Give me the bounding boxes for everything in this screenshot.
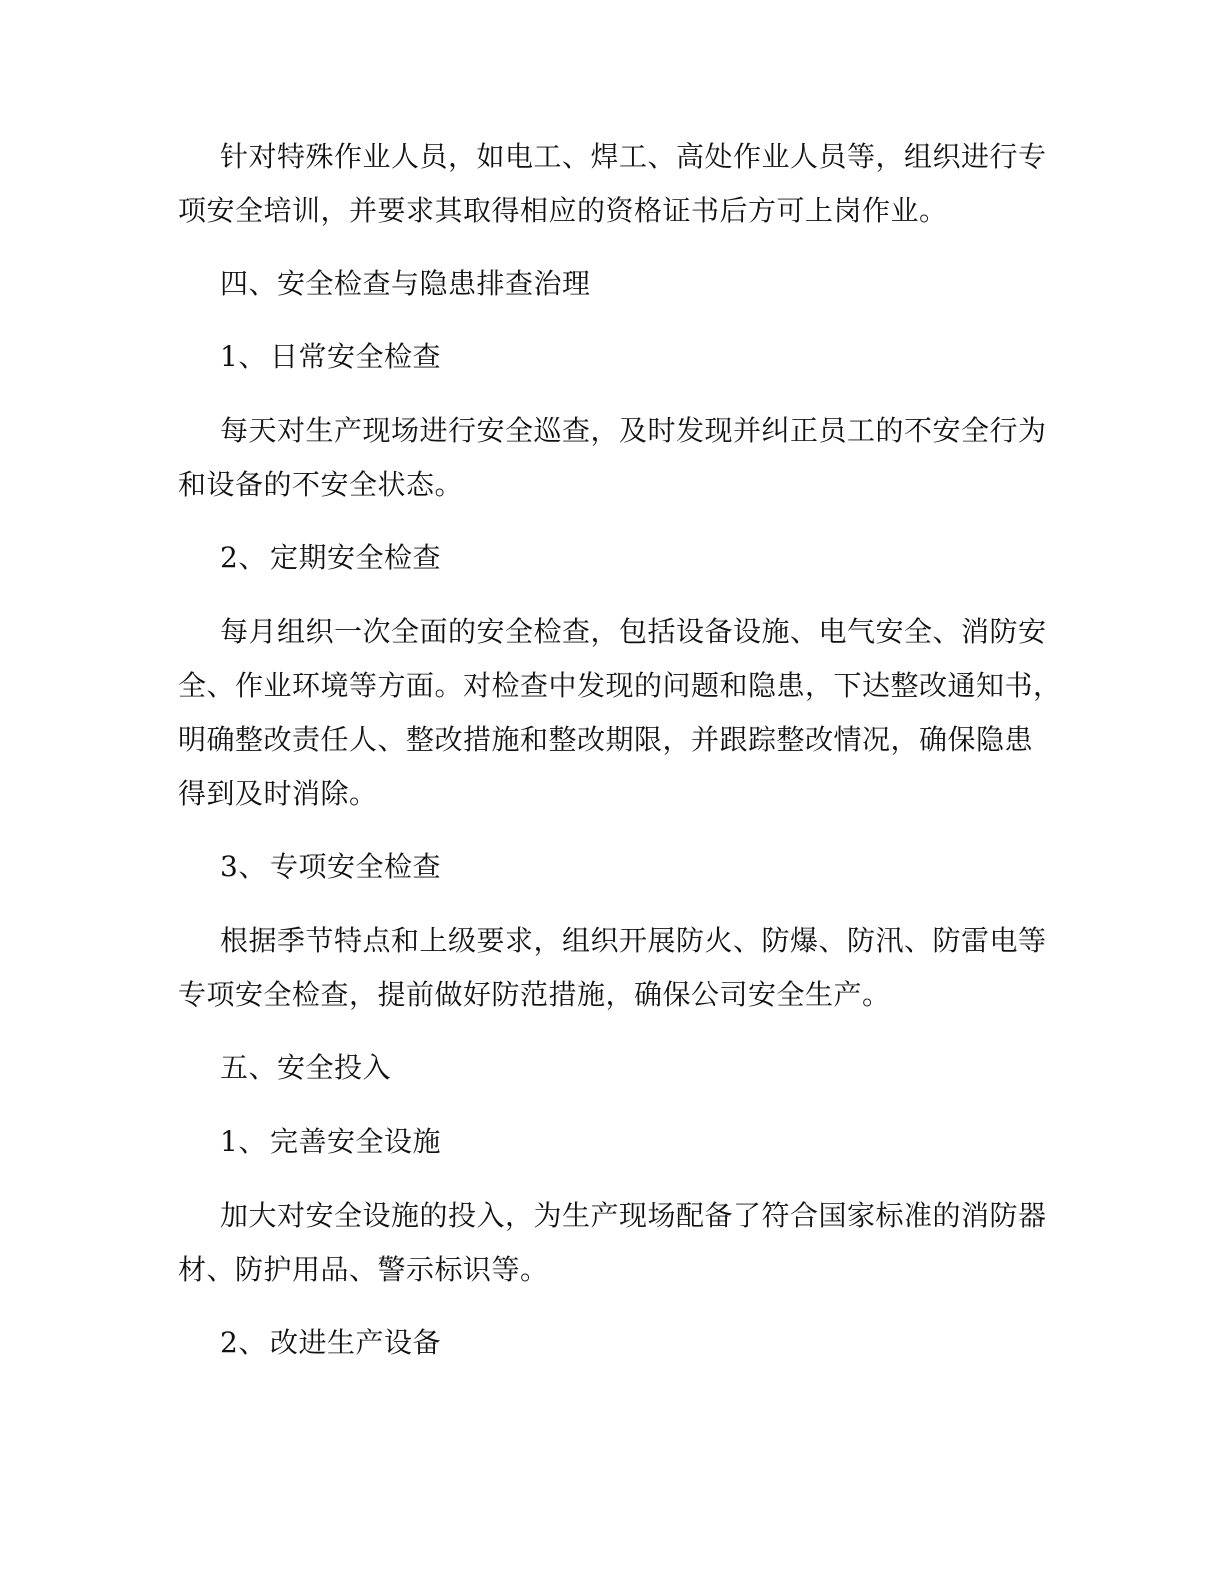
paragraph-special-training-line-2: 项安全培训，并要求其取得相应的资格证书后方可上岗作业。: [178, 194, 948, 227]
paragraph-special-check-line-2: 专项安全检查，提前做好防范措施，确保公司安全生产。: [178, 978, 891, 1011]
section-heading-5: 五、安全投入: [220, 1051, 392, 1084]
section-heading-4: 四、安全检查与隐患排查治理: [220, 267, 591, 300]
subheading-text: 完善安全设施: [270, 1125, 442, 1158]
subheading-special-check: [220, 847, 441, 887]
paragraph-safety-facilities-line-1: 加大对安全设施的投入，为生产现场配备了符合国家标准的消防器: [220, 1199, 1047, 1232]
subheading-number: 2、: [220, 1326, 267, 1359]
paragraph-periodic-check-line-1: 每月组织一次全面的安全检查，包括设备设施、电气安全、消防安: [220, 615, 1047, 648]
subheading-text: 定期安全检查: [270, 541, 442, 574]
paragraph-special-check-line-1: 根据季节特点和上级要求，组织开展防火、防爆、防汛、防雷电等: [220, 924, 1047, 957]
subheading-safety-facilities: [220, 1122, 441, 1162]
subheading-number: 1、: [220, 1125, 267, 1158]
subheading-text: 日常安全检查: [270, 340, 442, 373]
subheading-number: 2、: [220, 541, 267, 574]
subheading-text: 改进生产设备: [270, 1326, 442, 1359]
paragraph-daily-check-line-2: 和设备的不安全状态。: [178, 468, 464, 501]
subheading-text: 专项安全检查: [270, 850, 442, 883]
paragraph-periodic-check-line-4: 得到及时消除。: [178, 777, 378, 810]
subheading-number: 1、: [220, 340, 267, 373]
subheading-periodic-check: [220, 538, 441, 578]
paragraph-special-training-line-1: 针对特殊作业人员，如电工、焊工、高处作业人员等，组织进行专: [220, 140, 1047, 173]
paragraph-daily-check-line-1: 每天对生产现场进行安全巡查，及时发现并纠正员工的不安全行为: [220, 414, 1047, 447]
paragraph-periodic-check-line-3: 明确整改责任人、整改措施和整改期限，并跟踪整改情况，确保隐患: [178, 723, 1034, 756]
paragraph-periodic-check-line-2: 全、作业环境等方面。对检查中发现的问题和隐患，下达整改通知书，: [178, 669, 1062, 702]
paragraph-safety-facilities-line-2: 材、防护用品、警示标识等。: [178, 1253, 549, 1286]
subheading-daily-check: [220, 337, 441, 377]
subheading-number: 3、: [220, 850, 267, 883]
subheading-production-equipment: [220, 1323, 441, 1363]
